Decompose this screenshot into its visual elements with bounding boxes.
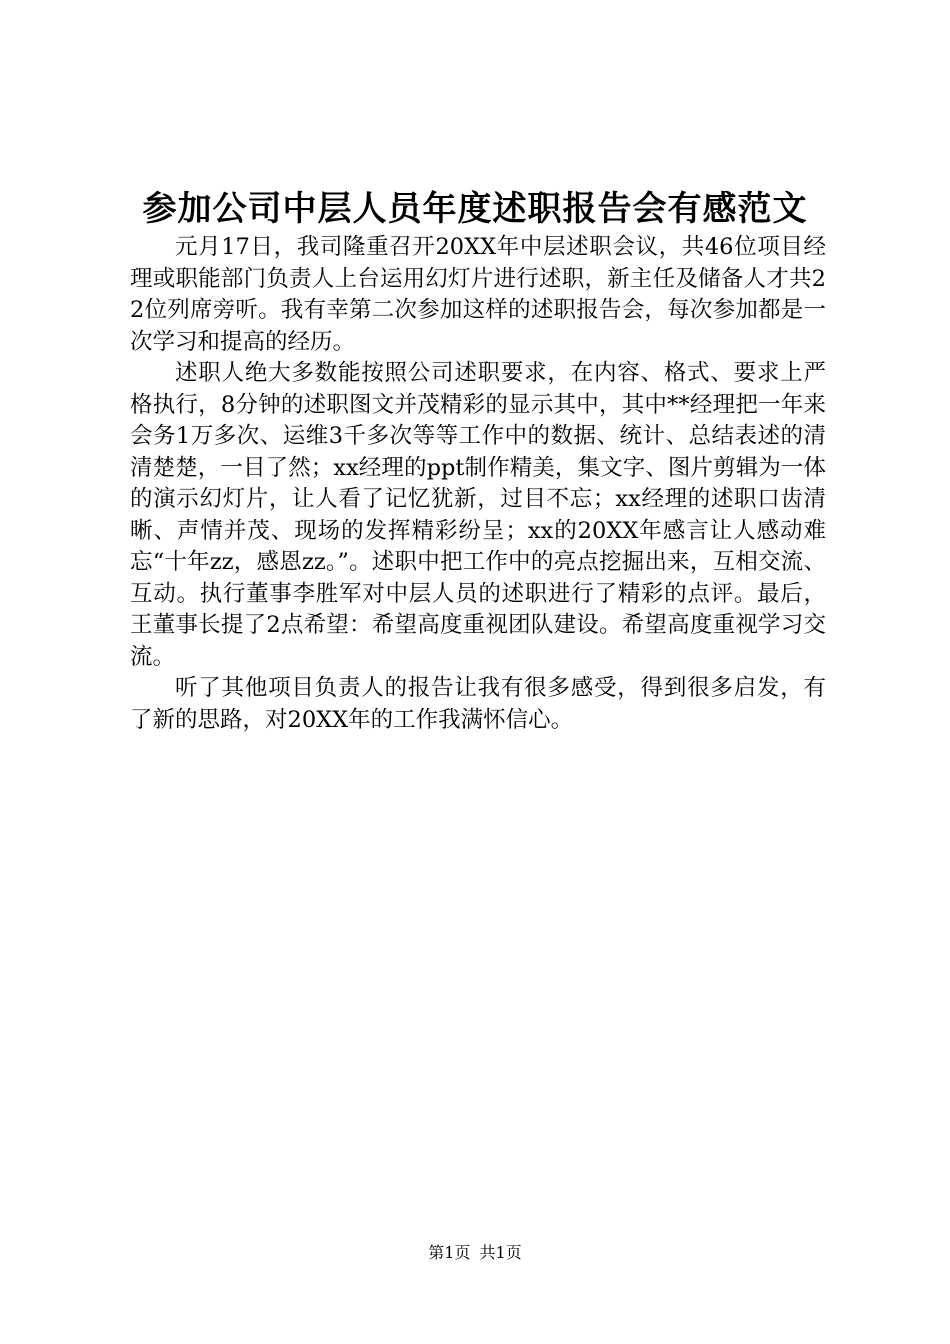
paragraph-3: 听了其他项目负责人的报告让我有很多感受，得到很多启发，有了新的思路，对20XX年的工作我满怀信心。 (130, 675, 826, 733)
paragraph-2: 述职人绝大多数能按照公司述职要求，在内容、格式、要求上严格执行，8分钟的述职图文并茂精彩的显示其中，其中**经理把一年来会务1万多次、运维3千多次等等工作中的数据、统计、总结表述的清清楚楚，一目了然；xx经理的ppt制作精美，集文字、图片剪辑为一体的演示幻灯片，让人看了记忆犹新，过目不忘；xx经理的述职口齿清晰、声情并茂、现场的发挥精彩纷呈；xx的20XX年感言让人感动难忘“十年zz，感恩zz。”。述职中把工作中的亮点挖掘出来，互相交流、互动。执行董事李胜军对中层人员的述职进行了精彩的点评。最后，王董事长提了2点希望：希望高度重视团队建设。希望高度重视学习交流。 (130, 360, 826, 670)
document-title: 参加公司中层人员年度述职报告会有感范文 (142, 189, 808, 229)
page-footer (0, 1241, 950, 1265)
paragraph-1: 元月17日，我司隆重召开20XX年中层述职会议，共46位项目经理或职能部门负责人上台运用幻灯片进行述职，新主任及储备人才共22位列席旁听。我有幸第二次参加这样的述职报告会，每次参加都是一次学习和提高的经历。 (130, 234, 826, 355)
page-number: 第1页 (428, 1243, 471, 1262)
document-body (130, 232, 826, 736)
page-total: 共1页 (479, 1243, 522, 1262)
